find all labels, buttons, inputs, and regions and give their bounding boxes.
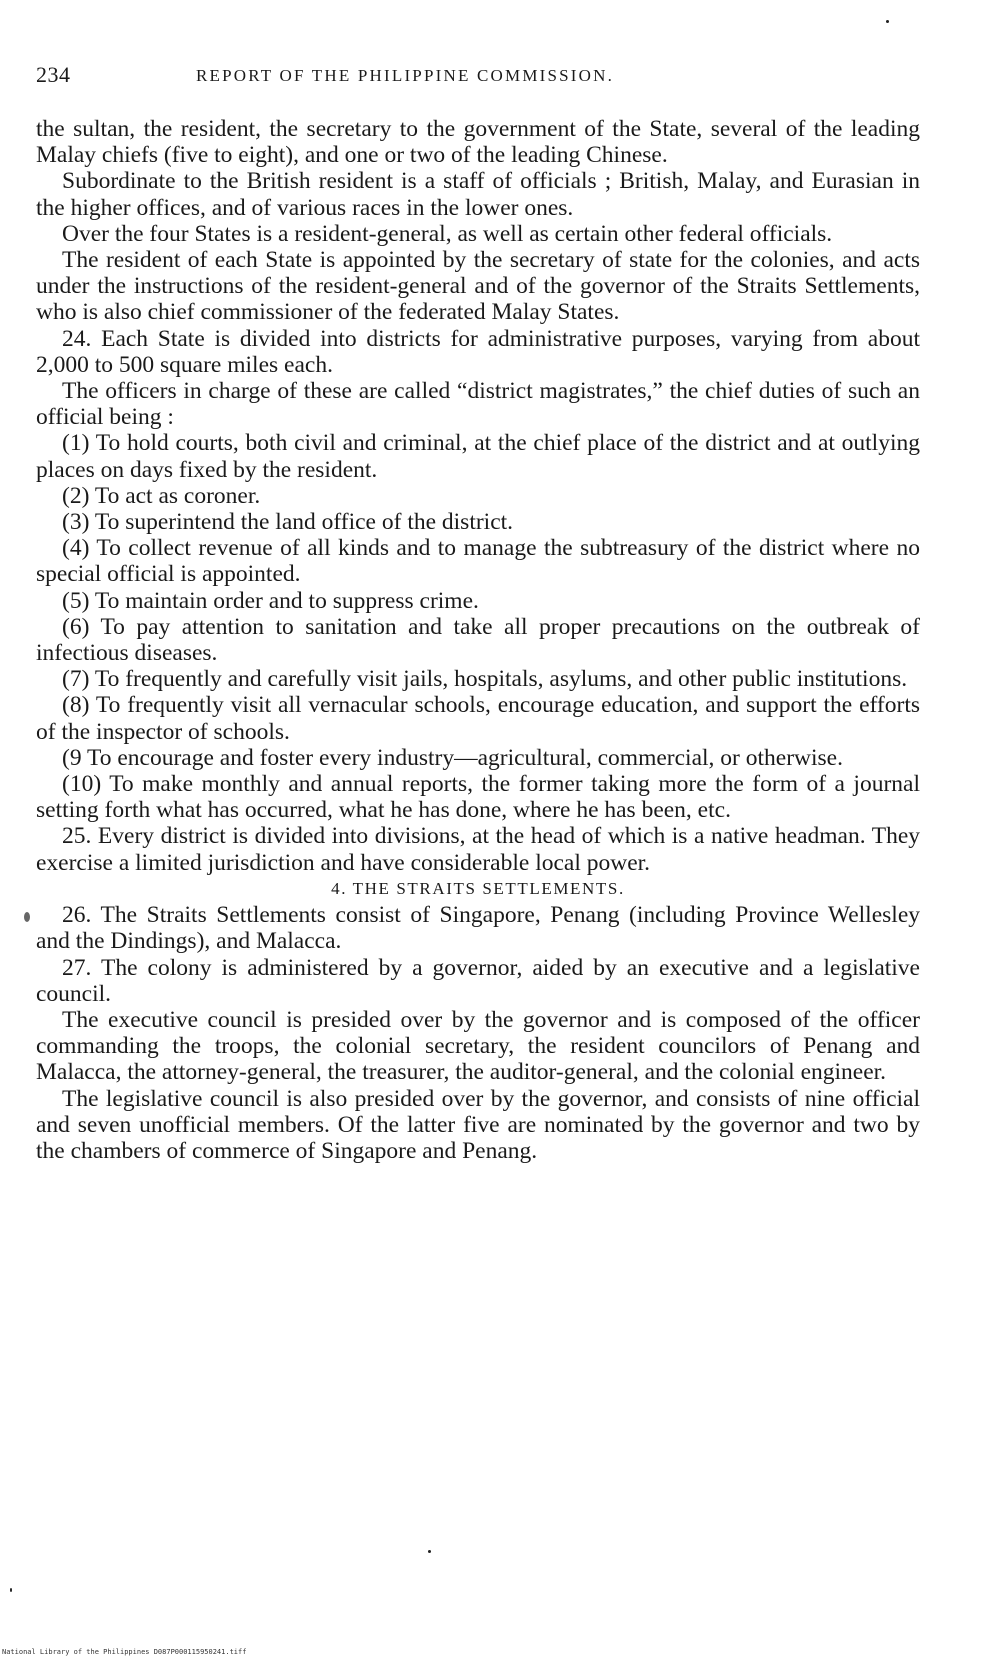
page-number: 234 [36, 62, 71, 87]
duty-item: (1) To hold courts, both civil and criminal, at the chief place of the district and at outlying places on days fixed by the resident. [36, 430, 920, 483]
duty-item: (6) To pay attention to sanitation and take all proper precautions on the outbreak of infectious diseases. [36, 613, 920, 667]
duty-item: (10) To make monthly and annual reports, the former taking more the form of a journal setting forth what has occurred, what he has done, where he has been, etc. [36, 771, 920, 824]
section-heading: 4. THE STRAITS SETTLEMENTS. [331, 878, 625, 898]
duty-item: (8) To frequently visit all vernacular schools, encourage education, and support the efforts of the inspector of schools. [36, 692, 920, 745]
paragraph: The executive council is presided over by the governor and is composed of the officer commanding the troops, the colonial secretary, the resident councilors of Penang and Malacca, the attorney-general, the treasurer, the auditor-general, and the colonial engineer. [36, 1006, 920, 1086]
paragraph: The officers in charge of these are called “district magistrates,” the chief duties of such an official being : [36, 378, 920, 431]
running-title: REPORT OF THE PHILIPPINE COMMISSION. [196, 66, 615, 85]
scan-speck [10, 1588, 12, 1592]
scan-speck [886, 20, 889, 23]
paragraph: 25. Every district is divided into divisions, at the head of which is a native headman. They exercise a limited jurisdiction and have considerable local power. [36, 823, 920, 876]
paragraph: Subordinate to the British resident is a staff of officials ; British, Malay, and Eurasian in the higher offices, and of various races in the lower ones. [36, 168, 920, 221]
duty-item: (9 To encourage and foster every industry—agricultural, commercial, or otherwise. [62, 744, 843, 771]
duty-item: (2) To act as coroner. [62, 482, 261, 509]
paragraph: 26. The Straits Settlements consist of Singapore, Penang (including Province Wellesley and the Dindings), and Malacca. [36, 902, 920, 955]
duty-item: (4) To collect revenue of all kinds and to manage the subtreasury of the district where no special official is appointed. [36, 535, 920, 588]
paragraph: the sultan, the resident, the secretary to the government of the State, several of the leading Malay chiefs (five to eight), and one or two of the leading Chinese. [36, 116, 920, 169]
paragraph: 24. Each State is divided into districts for administrative purposes, varying from about 2,000 to 500 square miles each. [36, 325, 920, 378]
duty-item: (7) To frequently and carefully visit jails, hospitals, asylums, and other public institutions. [62, 666, 908, 693]
scan-speck [428, 1550, 431, 1553]
paragraph: The legislative council is also presided over by the governor, and consists of nine official and seven unofficial members. Of the latter five are nominated by the governor and two by the chambers of commerce of Singapore and Penang. [36, 1085, 920, 1164]
scan-imprint: National Library of the Philippines D087P000115950241.tiff [2, 1648, 247, 1656]
duty-item: (3) To superintend the land office of the district. [62, 509, 514, 536]
scan-speck [24, 912, 30, 922]
page-header [36, 62, 916, 90]
body-text [36, 116, 920, 1164]
paragraph: Over the four States is a resident-general, as well as certain other federal officials. [62, 220, 833, 247]
duty-item: (5) To maintain order and to suppress crime. [62, 587, 479, 614]
paragraph: 27. The colony is administered by a governor, aided by an executive and a legislative council. [36, 954, 920, 1007]
paragraph: The resident of each State is appointed by the secretary of state for the colonies, and acts under the instructions of the resident-general and of the governor of the Straits Settlements, who is also chief commissioner of the federated Malay States. [36, 247, 920, 326]
